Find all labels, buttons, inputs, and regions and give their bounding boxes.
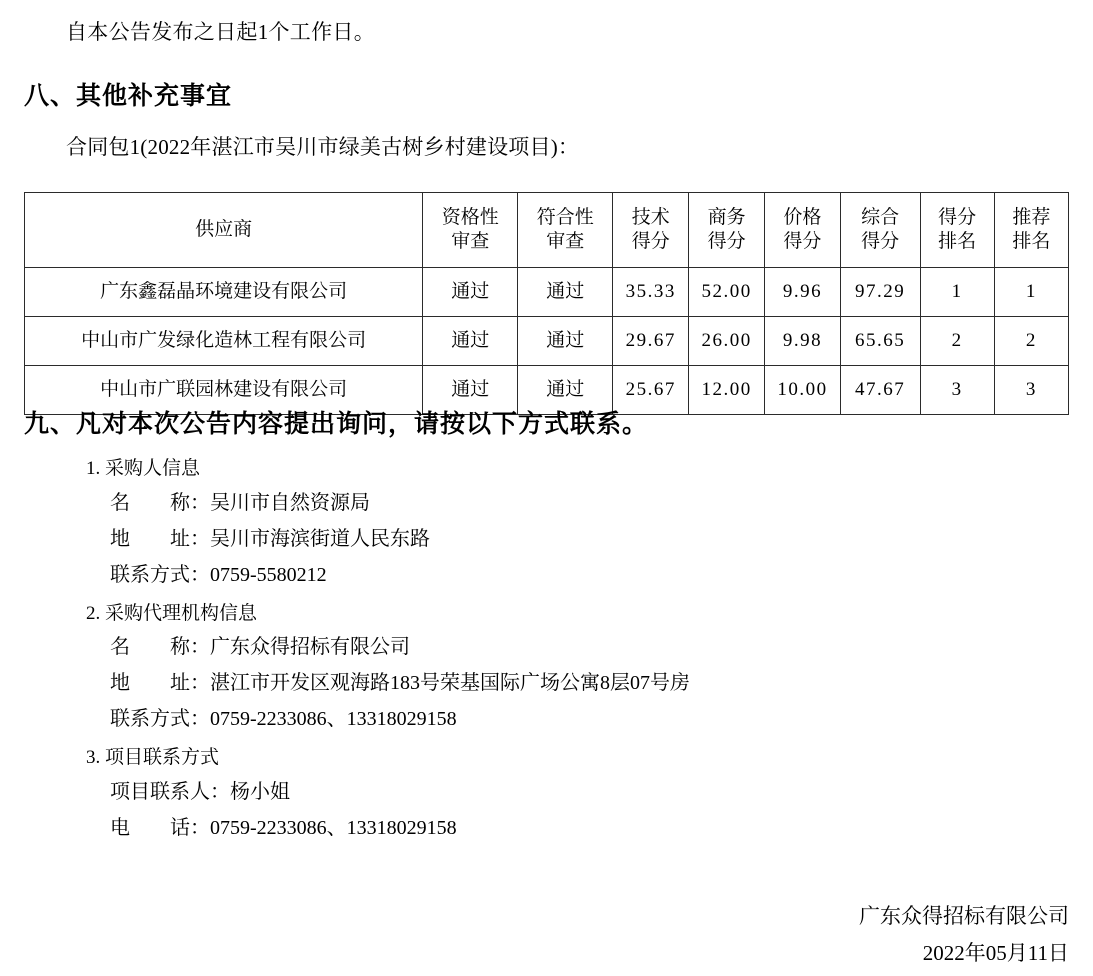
table-header-row — [25, 193, 1069, 268]
table-body — [25, 268, 1069, 415]
purchaser-phone-row — [110, 560, 1093, 590]
purchaser-address-value: 吴川市海滨街道人民东路 — [210, 527, 430, 550]
column-header-technical-score — [613, 193, 689, 268]
cell-price-score: 9.96 — [765, 268, 841, 317]
cell-recommend-rank: 2 — [994, 317, 1068, 366]
purchaser-name-row — [110, 488, 1093, 518]
project-contact-person-row — [110, 777, 1093, 807]
cell-score-rank: 3 — [920, 366, 994, 415]
agency-name-label: 名 称： — [110, 636, 210, 658]
column-header-total-line1: 综合 — [861, 207, 900, 229]
agency-name-value: 广东众得招标有限公司 — [210, 636, 410, 658]
column-header-qualification-line1: 资格性 — [441, 207, 499, 229]
agency-address-row — [110, 668, 1093, 698]
agency-phone-row — [110, 704, 1093, 734]
cell-recommend-rank: 1 — [994, 268, 1068, 317]
column-header-conformity-line2: 审查 — [546, 231, 585, 252]
purchaser-phone-value: 0759-5580212 — [210, 563, 327, 586]
table-header — [25, 193, 1069, 268]
purchaser-phone-label: 联系方式： — [110, 563, 210, 586]
column-header-recommend-rank — [994, 193, 1068, 268]
intro-paragraph: 自本公告发布之日起1个工作日。 — [66, 20, 375, 44]
column-header-price-line1: 价格 — [783, 207, 822, 229]
contact-group-agency — [0, 600, 1093, 735]
cell-supplier: 广东鑫磊晶环境建设有限公司 — [25, 268, 423, 317]
cell-recommend-rank: 3 — [994, 366, 1068, 415]
column-header-business-line2: 得分 — [707, 231, 746, 252]
cell-score-rank: 2 — [920, 317, 994, 366]
cell-conformity: 通过 — [518, 317, 613, 366]
cell-technical-score: 29.67 — [613, 317, 689, 366]
column-header-conformity-line1: 符合性 — [536, 207, 594, 229]
column-header-recommend-rank-line1: 推荐 — [1012, 207, 1051, 229]
cell-technical-score: 35.33 — [613, 268, 689, 317]
column-header-conformity — [518, 193, 613, 268]
cell-qualification: 通过 — [423, 317, 518, 366]
cell-total-score: 97.29 — [840, 268, 920, 317]
column-header-recommend-rank-line2: 排名 — [1012, 231, 1051, 252]
column-header-business-line1: 商务 — [707, 207, 746, 229]
purchaser-name-label: 名 称： — [110, 491, 210, 514]
contact-group-project — [0, 744, 1093, 843]
agency-name-row — [110, 632, 1093, 662]
cell-business-score: 12.00 — [689, 366, 765, 415]
cell-supplier: 中山市广发绿化造林工程有限公司 — [25, 317, 423, 366]
column-header-qualification-line2: 审查 — [451, 231, 490, 252]
cell-supplier: 中山市广联园林建设有限公司 — [25, 366, 423, 415]
cell-score-rank: 1 — [920, 268, 994, 317]
cell-total-score: 47.67 — [840, 366, 920, 415]
cell-business-score: 26.00 — [689, 317, 765, 366]
column-header-technical-line2: 得分 — [631, 231, 670, 252]
project-phone-value: 0759-2233086、13318029158 — [210, 816, 457, 839]
purchaser-name-value: 吴川市自然资源局 — [210, 491, 370, 514]
contact-group-purchaser — [0, 455, 1093, 590]
cell-total-score: 65.65 — [840, 317, 920, 366]
project-phone-row — [110, 813, 1093, 843]
contact-group-purchaser-title: 1. 采购人信息 — [86, 458, 201, 479]
section-heading-9: 九、凡对本次公告内容提出询问，请按以下方式联系。 — [24, 411, 649, 438]
column-header-business-score — [689, 193, 765, 268]
cell-price-score: 10.00 — [765, 366, 841, 415]
cell-conformity: 通过 — [518, 366, 613, 415]
column-header-price-line2: 得分 — [783, 231, 822, 252]
table-row — [25, 268, 1069, 317]
section-heading-8: 八、其他补充事宜 — [24, 83, 233, 110]
project-phone-label: 电 话： — [110, 816, 210, 839]
column-header-total-line2: 得分 — [861, 231, 900, 252]
contract-package-label: 合同包1(2022年湛江市吴川市绿美古树乡村建设项目)： — [66, 135, 580, 159]
column-header-technical-line1: 技术 — [631, 207, 670, 229]
evaluation-results-table — [24, 192, 1069, 415]
contact-group-agency-title: 2. 采购代理机构信息 — [86, 602, 258, 624]
column-header-total-score — [840, 193, 920, 268]
column-header-score-rank-line1: 得分 — [938, 207, 977, 229]
agency-phone-label: 联系方式： — [110, 708, 210, 730]
cell-technical-score: 25.67 — [613, 366, 689, 415]
column-header-qualification — [423, 193, 518, 268]
purchaser-address-row — [110, 524, 1093, 554]
project-contact-person-value: 杨小姐 — [230, 780, 290, 803]
column-header-supplier-line1: 供应商 — [195, 219, 253, 241]
contact-group-project-title: 3. 项目联系方式 — [86, 747, 220, 768]
column-header-price-score — [765, 193, 841, 268]
signature-date: 2022年05月11日 — [922, 940, 1069, 965]
table-row — [25, 317, 1069, 366]
column-header-score-rank-line2: 排名 — [938, 231, 977, 252]
agency-address-label: 地 址： — [110, 672, 210, 694]
project-contact-person-label: 项目联系人： — [110, 780, 230, 803]
cell-price-score: 9.98 — [765, 317, 841, 366]
column-header-supplier — [25, 193, 423, 268]
purchaser-address-label: 地 址： — [110, 527, 210, 550]
cell-business-score: 52.00 — [689, 268, 765, 317]
cell-qualification: 通过 — [423, 268, 518, 317]
agency-phone-value: 0759-2233086、13318029158 — [210, 708, 457, 730]
agency-address-value: 湛江市开发区观海路183号荣基国际广场公寓8层07号房 — [210, 672, 690, 694]
cell-conformity: 通过 — [518, 268, 613, 317]
signature-company: 广东众得招标有限公司 — [859, 904, 1069, 928]
contact-information — [0, 455, 1093, 853]
signature-block — [859, 898, 1069, 972]
cell-qualification: 通过 — [423, 366, 518, 415]
column-header-score-rank — [920, 193, 994, 268]
